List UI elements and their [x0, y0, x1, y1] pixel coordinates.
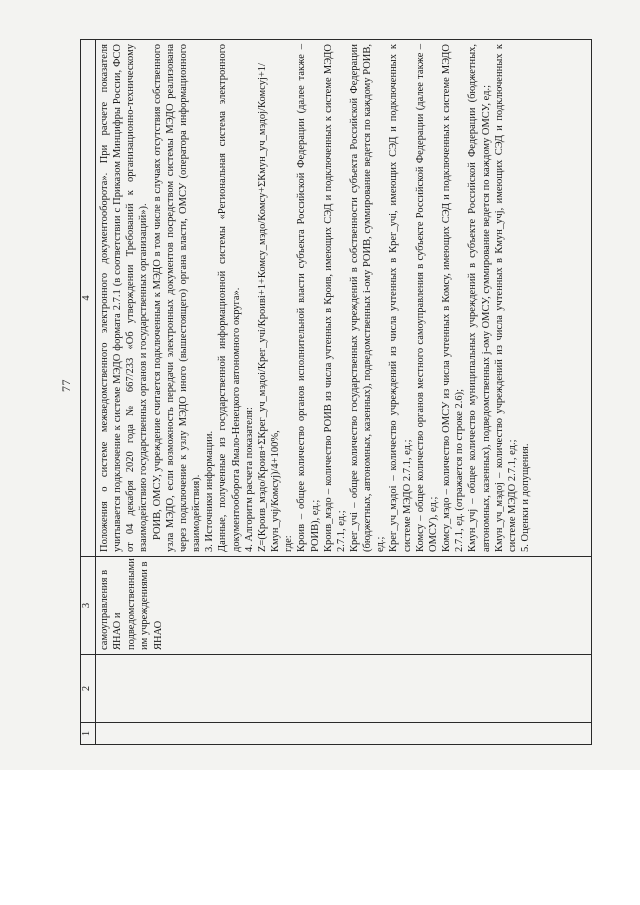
table-header-row: [81, 40, 96, 745]
paragraph: Данные, полученные из государственной информационной системы «Региональная система электронного документооборота Ямало-Ненецкого автономного округа».: [217, 44, 242, 552]
page-number: 77: [59, 379, 73, 392]
header-col-4: 4: [81, 40, 96, 557]
paragraph: Комсу_мэдо – количество ОМСУ из числа учтенных в Комсу, имеющих СЭД и подключенных к системе МЭДО 2.7.1, ед. (отражается по строке 2.6);: [441, 44, 466, 552]
formula: Z=(Кроив_мэдо/Кроив+ΣКрег_уч_мэдоi/Крег_учi/Кроиві+1+Комсу_мэдо/Комсу+ΣКмун_уч_мэдоj/Комсуj+1/Кмун_учj/Комсуj)/4+100%,: [256, 63, 282, 552]
cell-col-4: [96, 40, 592, 557]
indicator-table: [80, 39, 592, 745]
header-col-3: 3: [81, 557, 96, 655]
cell-col-3: самоуправления в ЯНАО и подведомственными им учреждениями в ЯНАО: [96, 557, 592, 655]
table-row: [96, 40, 592, 745]
paragraph: Положения о системе межведомственного электронного документооборота». При расчете показателя учитывается подключение к системе МЭДО формата 2.7.1 (в соответствии с Приказом Минцифры России, ФСО от 04 декабря 2020 года № 667/233 «Об утверждении Требований к организационно-техническому взаимодействию государственных органов и государственных организаций»).: [99, 44, 150, 552]
paragraph: 3. Источники информации.: [204, 430, 216, 552]
cell-col-1: [96, 723, 592, 745]
paragraph: Кроив – общее количество органов исполнительной власти субъекта Российской Федерации (далее также – РОИВ), ед.;: [296, 44, 321, 552]
rotated-page: [80, 40, 592, 745]
header-col-1: 1: [81, 723, 96, 745]
paragraph: 5. Оценки и допущения.: [520, 443, 531, 552]
paragraph: Кмун_уч_мэдоj – количество учреждений из числа учтенных в Кмун_учj, имеющих СЭД и подключенных к системе МЭДО 2.7.1, ед.;: [493, 44, 518, 552]
paragraph: 4. Алгоритм расчета показателя:: [243, 407, 255, 552]
paragraph: где:: [283, 535, 295, 552]
cell-col-2: [96, 655, 592, 723]
paragraph: Кроив_мэдо – количество РОИВ из числа учтенных в Кроив, имеющих СЭД и подключенных к системе МЭДО 2.7.1, ед.;: [322, 44, 347, 552]
paragraph: Кмун_учj – общее количество муниципальных учреждений в субъекте Российской Федерации (бюджетных, автономных, казенных), подведомственных j-ому ОМСУ, суммирование ведется по каждому ОМСУ, ед.;: [467, 44, 492, 552]
paragraph: Крег_учi – общее количество государственных учреждений в собственности субъекта Российской Федерации (бюджетных, автономных, казенных), подведомственных i-ому РОИВ, суммирование ведется по каждому РОИВ, ед.;: [348, 44, 387, 552]
paragraph: Крег_уч_мэдоi – количество учреждений из числа учтенных в Крег_учi, имеющих СЭД и подключенных к системе МЭДО 2.7.1, ед.;: [388, 44, 413, 552]
paragraph: РОИВ, ОМСУ, учреждение считается подключенным к МЭДО в том числе в случаях отсутствия собственного узла МЭДО, если возможность передачи электронных документов посредством системы МЭДО реализована через подключение к узлу МЭДО иного (вышестоящего) органа власти, ОМСУ (оператора информационного взаимодействия).: [151, 44, 203, 552]
header-col-2: 2: [81, 655, 96, 723]
paragraph: Комсу – общее количество органов местного самоуправления в субъекте Российской Федерации (далее также – ОМСУ), ед.;: [414, 44, 439, 552]
scan-background: [0, 770, 640, 905]
